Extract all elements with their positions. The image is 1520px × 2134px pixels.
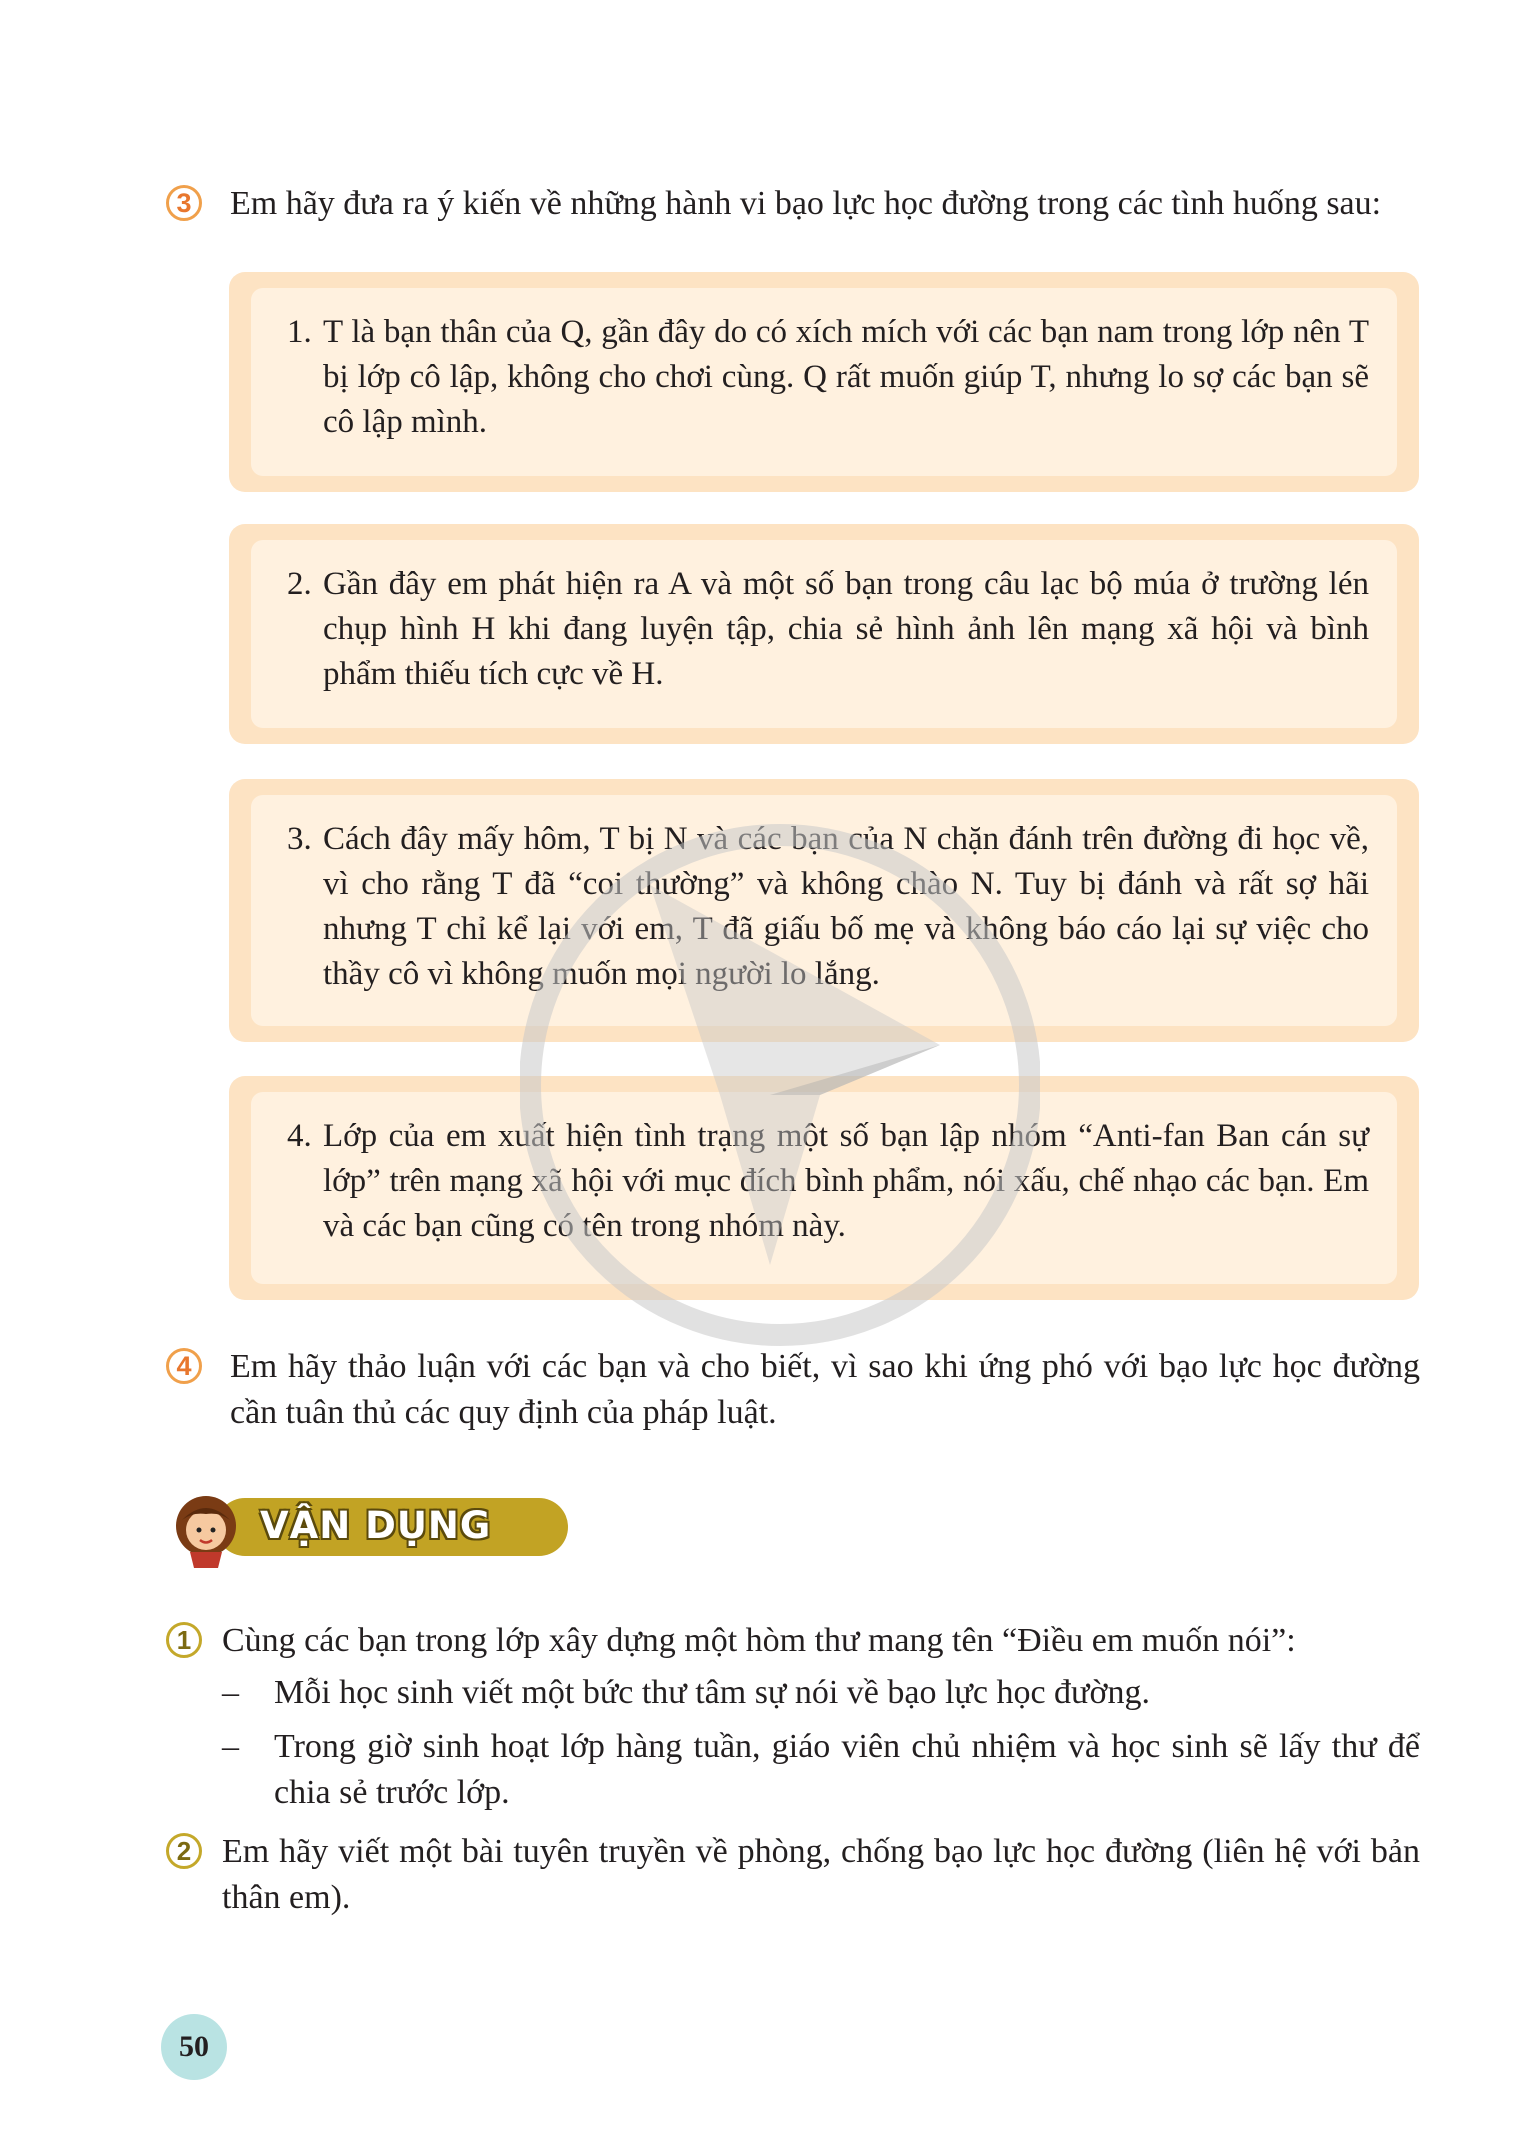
bullet-dash: – — [222, 1728, 239, 1765]
case-box-3 — [229, 779, 1419, 1042]
section-banner-van-dung — [168, 1490, 568, 1560]
apply-number-1: 1 — [166, 1622, 202, 1658]
bullet-text: Trong giờ sinh hoạt lớp hàng tuần, giáo viên chủ nhiệm và học sinh sẽ lấy thư để chia sẻ trước lớp. — [274, 1728, 1420, 1811]
list-item — [222, 1670, 1420, 1716]
case-text: Gần đây em phát hiện ra A và một số bạn trong câu lạc bộ múa ở trường lén chụp hình H khi đang luyện tập, chia sẻ hình ảnh lên mạng xã hội và bình phẩm thiếu tích cực về H. — [323, 566, 1369, 692]
question-number-4: 4 — [166, 1348, 202, 1384]
apply-2-text: Em hãy viết một bài tuyên truyền về phòng, chống bạo lực học đường (liên hệ với bản thân em). — [222, 1833, 1420, 1916]
case-box-1 — [229, 272, 1419, 492]
case-box-4 — [229, 1076, 1419, 1300]
list-item — [222, 1724, 1420, 1816]
question-3-text: Em hãy đưa ra ý kiến về những hành vi bạo lực học đường trong các tình huống sau: — [230, 185, 1382, 222]
case-text: Lớp của em xuất hiện tình trạng một số bạn lập nhóm “Anti-fan Ban cán sự lớp” trên mạng xã hội với mục đích bình phẩm, nói xấu, chế nhạo các bạn. Em và các bạn cũng có tên trong nhóm này. — [323, 1118, 1369, 1244]
case-index: 2. — [287, 566, 312, 602]
bullet-dash: – — [222, 1674, 239, 1711]
case-text: T là bạn thân của Q, gần đây do có xích mích với các bạn nam trong lớp nên T bị lớp cô lập, không cho chơi cùng. Q rất muốn giúp T, nhưng lo sợ các bạn sẽ cô lập mình. — [323, 314, 1369, 440]
case-box-2 — [229, 524, 1419, 744]
case-index: 1. — [287, 314, 312, 350]
section-title: VẬN DỤNG — [260, 1504, 492, 1547]
girl-mascot-icon — [168, 1490, 248, 1570]
question-number-3: 3 — [166, 185, 202, 221]
case-index: 3. — [287, 821, 312, 857]
apply-number-2: 2 — [166, 1833, 202, 1869]
case-index: 4. — [287, 1118, 312, 1154]
case-text: Cách đây mấy hôm, T bị N và các bạn của N chặn đánh trên đường đi học về, vì cho rằng T đã “coi thường” và không chào N. Tuy bị đánh và rất sợ hãi nhưng T chỉ kể lại với em, T đã giấu bố mẹ và không báo cáo lại sự việc cho thầy cô vì không muốn mọi người lo lắng. — [323, 821, 1369, 992]
apply-1-text: Cùng các bạn trong lớp xây dựng một hòm thư mang tên “Điều em muốn nói”: — [222, 1622, 1296, 1659]
question-4-text: Em hãy thảo luận với các bạn và cho biết, vì sao khi ứng phó với bạo lực học đường cần tuân thủ các quy định của pháp luật. — [230, 1348, 1420, 1431]
bullet-text: Mỗi học sinh viết một bức thư tâm sự nói về bạo lực học đường. — [274, 1674, 1150, 1711]
page-number: 50 — [161, 2014, 227, 2080]
